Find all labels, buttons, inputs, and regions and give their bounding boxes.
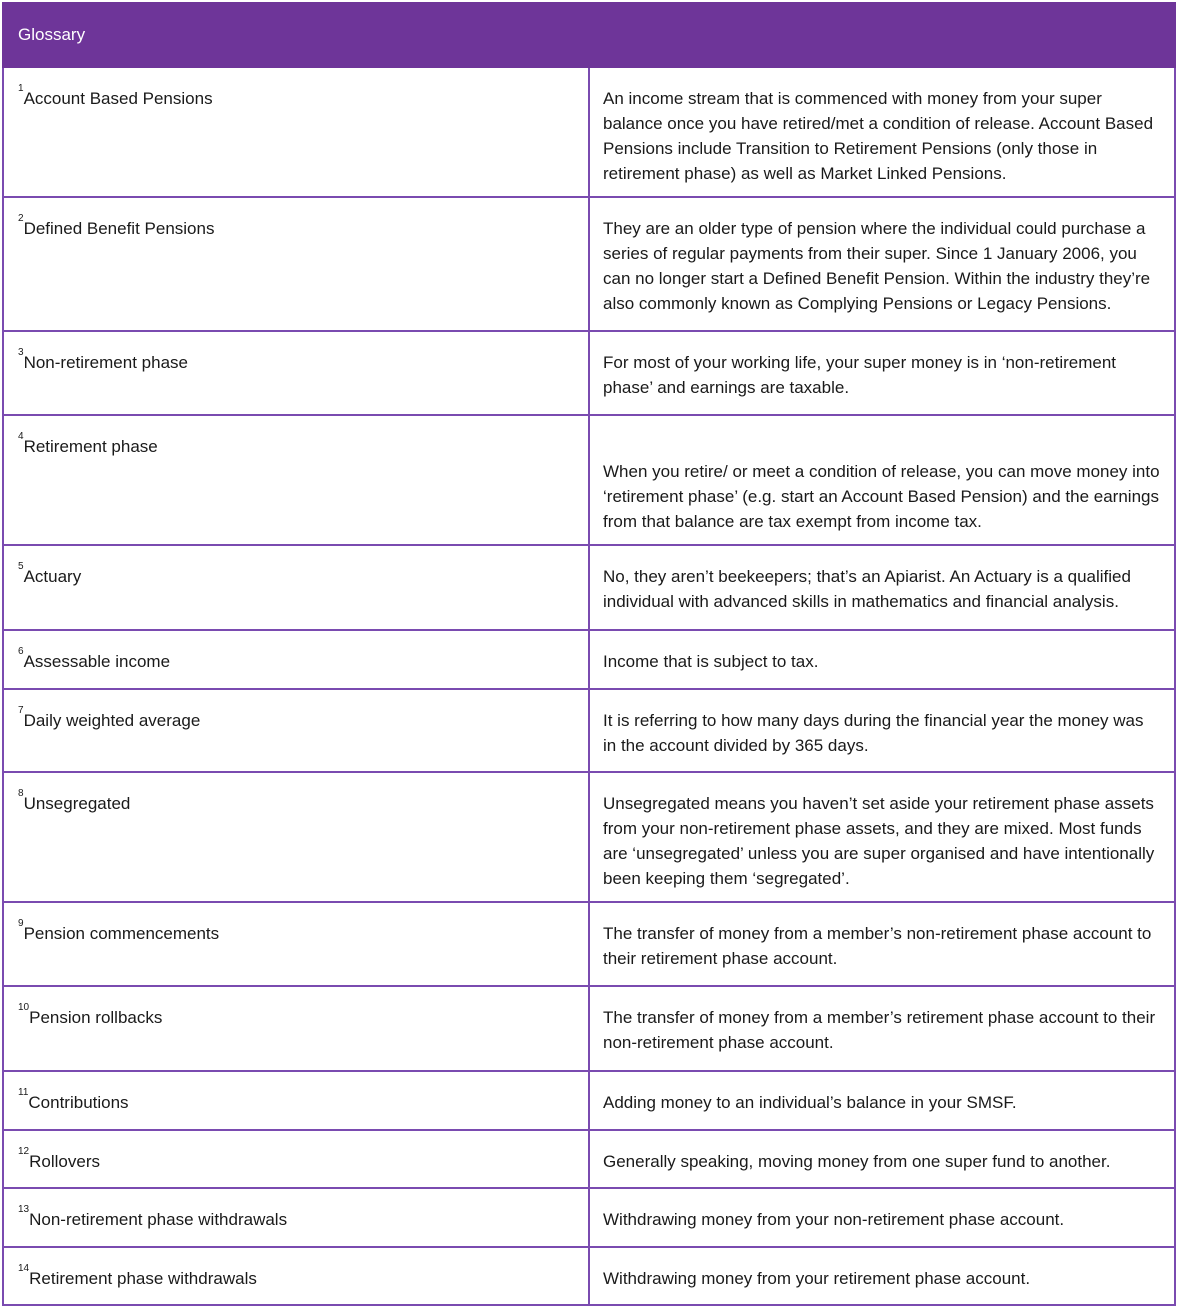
glossary-term-cell <box>3 1130 589 1188</box>
glossary-term: Account Based Pensions <box>23 89 213 108</box>
footnote-reference: 5 <box>18 561 24 572</box>
glossary-row <box>3 1130 1175 1188</box>
glossary-title: Glossary <box>3 3 1175 67</box>
footnote-reference: 3 <box>18 347 24 358</box>
glossary-row <box>3 689 1175 772</box>
glossary-term: Pension commencements <box>23 924 220 943</box>
glossary-definition: Unsegregated means you haven’t set aside your retirement phase assets from your non-retirement phase assets, and they are mixed. Most funds are ‘unsegregated’ unless you are super organised and have intentionally been keeping them ‘segregated’. <box>589 772 1175 902</box>
glossary-term: Rollovers <box>29 1152 100 1171</box>
glossary-term: Retirement phase withdrawals <box>29 1269 257 1288</box>
glossary-definition: No, they aren’t beekeepers; that’s an Apiarist. An Actuary is a qualified individual with advanced skills in mathematics and financial analysis. <box>589 545 1175 630</box>
glossary-term-cell <box>3 415 589 545</box>
glossary-definition: It is referring to how many days during the financial year the money was in the account divided by 365 days. <box>589 689 1175 772</box>
glossary-term: Retirement phase <box>23 437 158 456</box>
glossary-row <box>3 630 1175 689</box>
glossary-term-cell <box>3 1071 589 1130</box>
glossary-table <box>2 2 1176 1306</box>
glossary-definition: They are an older type of pension where the individual could purchase a series of regular payments from their super. Since 1 January 2006, you can no longer start a Defined Benefit Pension. Within the industry they’re also commonly known as Complying Pensions or Legacy Pensions. <box>589 197 1175 331</box>
footnote-reference: 4 <box>18 431 24 442</box>
glossary-term: Actuary <box>23 567 82 586</box>
glossary-definition: Generally speaking, moving money from one super fund to another. <box>589 1130 1175 1188</box>
glossary-definition: Income that is subject to tax. <box>589 630 1175 689</box>
glossary-term: Daily weighted average <box>23 711 201 730</box>
footnote-reference: 7 <box>18 705 24 716</box>
footnote-reference: 2 <box>18 213 24 224</box>
glossary-term-cell <box>3 986 589 1071</box>
glossary-definition: When you retire/ or meet a condition of release, you can move money into ‘retirement phase’ (e.g. start an Account Based Pension) and the earnings from that balance are tax exempt from income tax. <box>589 415 1175 545</box>
glossary-term: Non-retirement phase <box>23 353 188 372</box>
glossary-term-cell <box>3 772 589 902</box>
glossary-term-cell <box>3 902 589 986</box>
glossary-term-cell <box>3 67 589 197</box>
glossary-definition: Adding money to an individual’s balance in your SMSF. <box>589 1071 1175 1130</box>
glossary-row <box>3 902 1175 986</box>
footnote-reference: 11 <box>18 1087 29 1098</box>
glossary-term: Defined Benefit Pensions <box>23 219 215 238</box>
glossary-definition: The transfer of money from a member’s non-retirement phase account to their retirement phase account. <box>589 902 1175 986</box>
glossary-term: Unsegregated <box>23 794 131 813</box>
glossary-row <box>3 545 1175 630</box>
glossary-header-row <box>3 3 1175 67</box>
glossary-row <box>3 415 1175 545</box>
glossary-definition: An income stream that is commenced with money from your super balance once you have retired/met a condition of release. Account Based Pensions include Transition to Retirement Pensions (only those in retirement phase) as well as Market Linked Pensions. <box>589 67 1175 197</box>
glossary-term-cell <box>3 197 589 331</box>
glossary-row <box>3 986 1175 1071</box>
glossary-term-cell <box>3 1247 589 1305</box>
glossary-row <box>3 331 1175 415</box>
glossary-row <box>3 67 1175 197</box>
glossary-term-cell <box>3 1188 589 1247</box>
glossary-term: Contributions <box>28 1093 129 1112</box>
glossary-row <box>3 1247 1175 1305</box>
footnote-reference: 1 <box>18 83 24 94</box>
glossary-term-cell <box>3 689 589 772</box>
footnote-reference: 9 <box>18 918 24 929</box>
glossary-term: Assessable income <box>23 652 171 671</box>
glossary-term-cell <box>3 331 589 415</box>
glossary-definition: For most of your working life, your super money is in ‘non-retirement phase’ and earnings are taxable. <box>589 331 1175 415</box>
footnote-reference: 6 <box>18 646 24 657</box>
glossary-definition: Withdrawing money from your non-retirement phase account. <box>589 1188 1175 1247</box>
glossary-body <box>3 67 1175 1305</box>
footnote-reference: 14 <box>18 1263 30 1274</box>
glossary-term: Pension rollbacks <box>29 1008 163 1027</box>
glossary-term-cell <box>3 630 589 689</box>
glossary-row <box>3 772 1175 902</box>
glossary-row <box>3 197 1175 331</box>
glossary-term-cell <box>3 545 589 630</box>
glossary-definition: Withdrawing money from your retirement phase account. <box>589 1247 1175 1305</box>
glossary-definition: The transfer of money from a member’s retirement phase account to their non-retirement phase account. <box>589 986 1175 1071</box>
glossary-term: Non-retirement phase withdrawals <box>29 1210 288 1229</box>
footnote-reference: 12 <box>18 1146 30 1157</box>
footnote-reference: 13 <box>18 1204 30 1215</box>
glossary-row <box>3 1071 1175 1130</box>
glossary-row <box>3 1188 1175 1247</box>
footnote-reference: 10 <box>18 1002 30 1013</box>
footnote-reference: 8 <box>18 788 24 799</box>
